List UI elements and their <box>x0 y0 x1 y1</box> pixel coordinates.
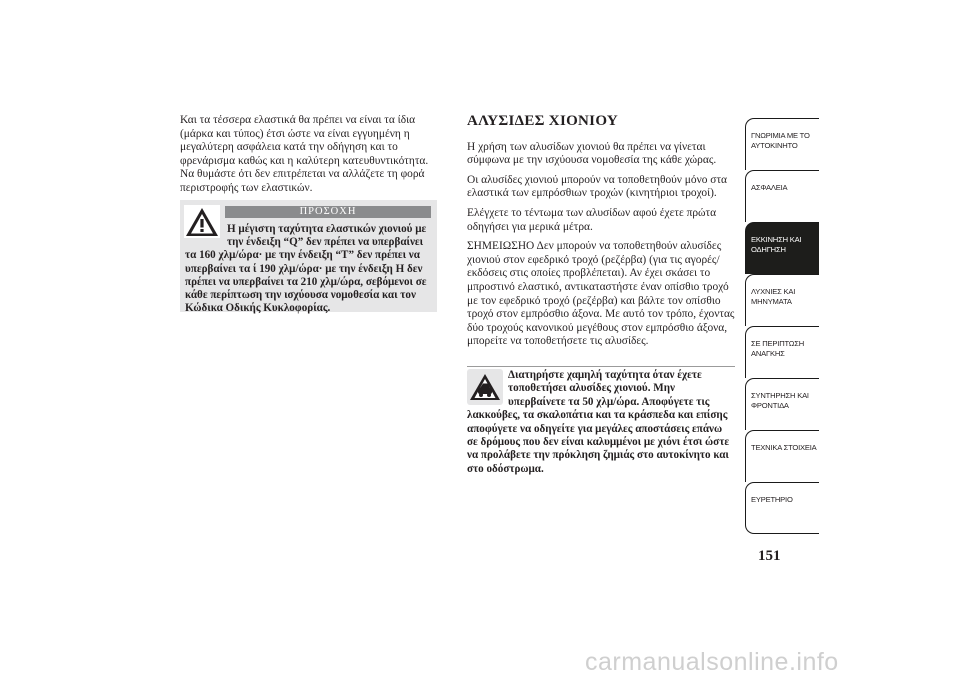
tip-box <box>467 369 735 476</box>
tab-safety[interactable] <box>745 170 819 222</box>
paragraph: Η χρήση των αλυσίδων χιονιού θα πρέπει να γίνεται σύμφωνα με την ισχύουσα νομοθεσία της κάθε χώρας. <box>467 140 717 167</box>
tab-label: ΕΚΚΙΝΗΣΗ ΚΑΙ ΟΔΗΓΗΣΗ <box>751 235 802 254</box>
intro-paragraph: Και τα τέσσερα ελαστικά θα πρέπει να είναι τα ίδια (μάρκα και τύπος) έτσι ώστε να είναι εγγυημένη η μεγαλύτερη ασφάλεια κατά την οδήγηση και το φρενάρισμα καθώς και η καλύτερη κατευθυντικότητα. Να θυμάστε ότι δεν επιτρέπεται να αλλάζετε τη φορά περιστροφής των ελαστικών. <box>180 114 429 194</box>
tab-getting-to-know[interactable] <box>745 118 819 170</box>
page-number: 151 <box>758 548 781 564</box>
tab-emergency[interactable] <box>745 326 819 378</box>
watermark: carmanualsonline.info <box>585 648 839 676</box>
tab-technical-data[interactable] <box>745 430 819 482</box>
section-title: ΑΛΥΣΙΔΕΣ ΧΙΟΝΙΟΥ <box>467 113 619 129</box>
warning-text-wrap <box>185 223 433 315</box>
warning-box <box>180 200 437 315</box>
tab-starting-and-driving[interactable] <box>745 222 819 274</box>
tab-label: ΣΥΝΤΗΡΗΣΗ ΚΑΙ ΦΡΟΝΤΙΔΑ <box>751 391 809 410</box>
tab-maintenance[interactable] <box>745 378 819 430</box>
tab-label: ΣΕ ΠΕΡΙΠΤΩΣΗ ΑΝΑΓΚΗΣ <box>751 339 805 358</box>
tab-label: ΛΥΧΝΙΕΣ ΚΑΙ ΜΗΝΥΜΑΤΑ <box>751 287 796 306</box>
driving-caution-icon <box>467 369 503 405</box>
paragraph: Οι αλυσίδες χιονιού μπορούν να τοποθετηθούν μόνο στα ελαστικά των εμπρόσθιων τροχών (κινητήριοι τροχοί). <box>467 173 727 200</box>
tab-label: ΓΝΩΡΙΜΙΑ ΜΕ ΤΟ ΑΥΤΟΚΙΝΗΤΟ <box>751 131 810 150</box>
tab-label: ΑΣΦΑΛΕΙΑ <box>751 183 788 192</box>
left-column <box>180 114 437 202</box>
tab-index[interactable] <box>745 482 819 534</box>
chapter-tabs <box>745 118 819 534</box>
tab-label: ΤΕΧΝΙΚΑ ΣΤΟΙΧΕΙΑ <box>751 443 817 452</box>
warning-header: ΠΡΟΣΟΧΗ <box>225 206 431 218</box>
tab-lights-and-messages[interactable] <box>745 274 819 326</box>
middle-column <box>467 114 735 355</box>
warning-text: Η μέγιστη ταχύτητα ελαστικών χιονιού με την ένδειξη “Q” δεν πρέπει να υπερβαίνει τα 160 χλμ/ώρα· με την ένδειξη “T” δεν πρέπει να υπερβαίνει τα ί 190 χλμ/ώρα· με την ένδειξη H δεν πρέπει να υπερβαίνει τα 210 χλμ/ώρα, σεβόμενοι σε κάθε περίπτωση την ισχύουσα νομοθεσία και τον Κώδικα Οδικής Κυκλοφορίας. <box>185 223 427 315</box>
tip-text: Διατηρήστε χαμηλή ταχύτητα όταν έχετε τοποθετήσει αλυσίδες χιονιού. Μην υπερβαίνετε τα 50 χλμ/ώρα. Αποφύγετε τις λακκούβες, τα σκαλοπάτια και τα κράσπεδα και επίσης αποφύγετε να οδηγείτε για μεγάλες αποστάσεις επάνω σε δρόμους που δεν είναι καλυμμένοι με χιόνι έτσι ώστε να προλάβετε την πρόκληση ζημιάς στο αυτοκίνητο και στο οδόστρωμα. <box>467 369 730 475</box>
divider <box>467 366 735 367</box>
paragraph: Ελέγχετε το τέντωμα των αλυσίδων αφού έχετε πρώτα οδηγήσει για μερικά μέτρα. <box>467 206 717 233</box>
tab-label: ΕΥΡΕΤΗΡΙΟ <box>751 495 793 504</box>
note-paragraph: ΣΗΜΕΙΩΣΗΟ Δεν μπορούν να τοποθετηθούν αλυσίδες χιονιού στον εφεδρικό τροχό (ρεζέρβα) (για τις αγορές/εκδόσεις στις οποίες προβλέπεται). Αν έχει σκάσει το μπροστινό ελαστικό, αντικαταστήστε έναν οπίσθιο τροχό με τον εφεδρικό τροχό (ρεζέρβα) και βάλτε τον οπίσθιο τροχό στον εμπρόσθιο άξονα. Με αυτό τον τρόπο, έχοντας δύο τροχούς κανονικού μεγέθους στον εμπρόσθιο άξονα, μπορείτε να τοποθετήσετε τις αλυσίδες. <box>467 240 735 348</box>
